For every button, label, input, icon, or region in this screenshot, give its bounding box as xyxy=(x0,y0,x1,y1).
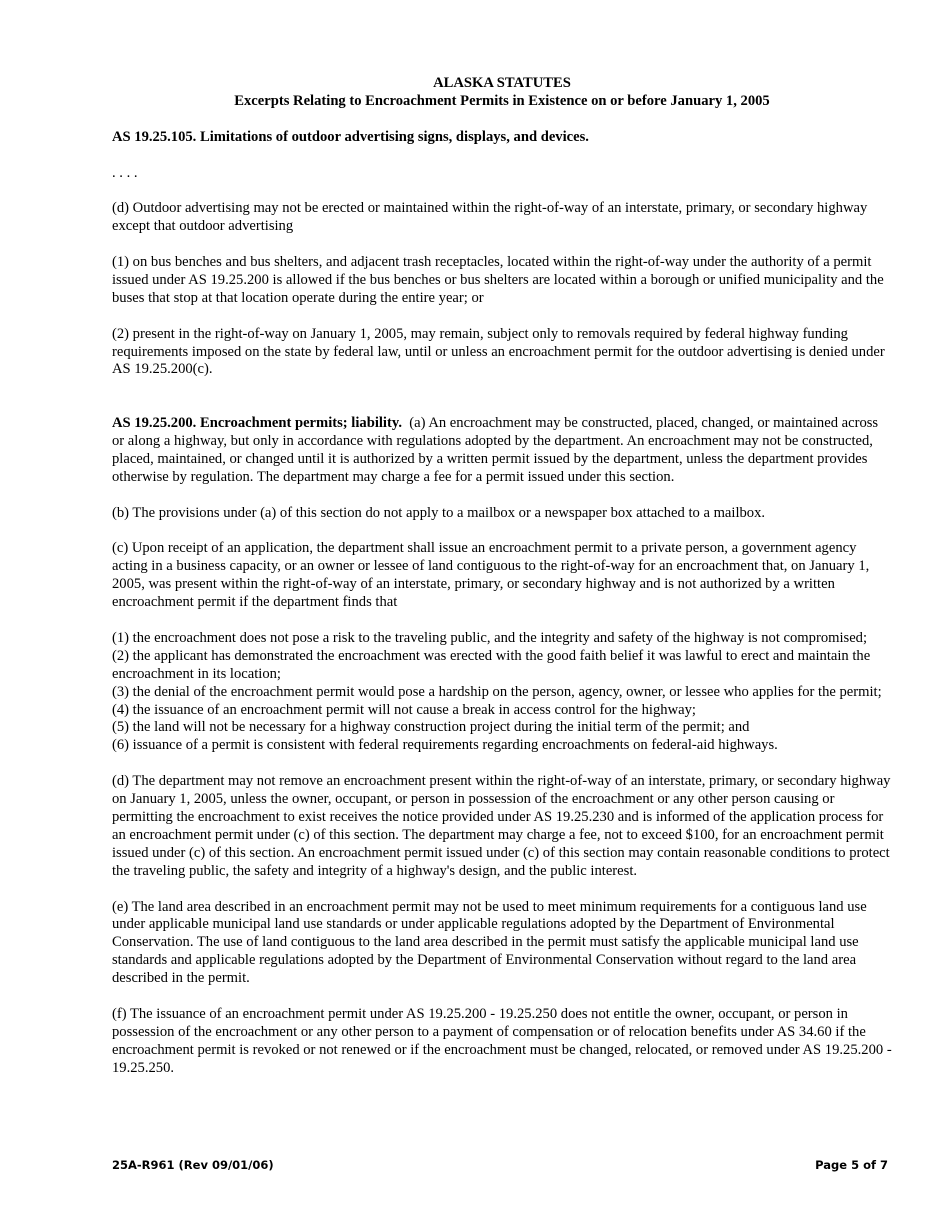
list-item: (3) the denial of the encroachment permit would pose a hardship on the person, agency, owner, or lessee who applies for the permit; xyxy=(112,683,882,700)
section-200-a-text: (a) An encroachment may be constructed, placed, changed, or maintained across or along a highway, but only in accordance with regulations adopted by the department. An encroachment may not be constructed, placed, maintained, or changed until it is authorized by a written permit issued by the department, unless the department provides otherwise by regulation. The department may charge a fee for a permit issued under this section. xyxy=(112,415,879,485)
list-item: (4) the issuance of an encroachment permit will not cause a break in access control for the highway; xyxy=(112,701,696,718)
section-105-d2: (2) present in the right-of-way on January 1, 2005, may remain, subject only to removals required by federal highway funding requirements imposed on the state by federal law, until or unless an encroachment permit for the outdoor advertising is denied under AS 19.25.200(c). xyxy=(112,325,885,378)
list-item: (6) issuance of a permit is consistent with federal requirements regarding encroachments on federal-aid highways. xyxy=(112,737,778,754)
list-item: (1) the encroachment does not pose a risk to the traveling public, and the integrity and safety of the highway is not compromised; xyxy=(112,629,868,646)
section-105-heading: AS 19.25.105. Limitations of outdoor advertising signs, displays, and devices. xyxy=(112,128,589,145)
section-200-d: (d) The department may not remove an encroachment present within the right-of-way of an interstate, primary, or secondary highway on January 1, 2005, unless the owner, occupant, or person in possession of the encroachment or any other person causing or permitting the encroachment to exist receives the notice provided under AS 19.25.230 and is informed of the application process for an encroachment permit under (c) of this section. The department may charge a fee, not to exceed $100, for an encroachment permit issued under (c) of this section. An encroachment permit issued under (c) of this section may contain reasonable conditions to protect the traveling public, the safety and integrity of a highway's design, and the public interest. xyxy=(112,773,891,879)
section-200-b: (b) The provisions under (a) of this section do not apply to a mailbox or a newspaper box attached to a mailbox. xyxy=(112,504,766,521)
section-200-a xyxy=(112,415,892,487)
document-title: ALASKA STATUTES xyxy=(433,75,571,91)
page-number: Page 5 of 7 xyxy=(815,1158,888,1172)
section-200-heading: AS 19.25.200. Encroachment permits; liability. xyxy=(112,415,402,432)
section-105-d1: (1) on bus benches and bus shelters, and adjacent trash receptacles, located within the right-of-way under the authority of a permit issued under AS 19.25.200 is allowed if the bus benches or bus shelters are located within a borough or unified municipality and the buses that stop at that location operate during the entire year; or xyxy=(112,254,884,306)
section-200-c: (c) Upon receipt of an application, the department shall issue an encroachment permit to a private person, a government agency acting in a business capacity, or an owner or lessee of land contiguous to the right-of-way for an encroachment that, on January 1, 2005, was present within the right-of-way of an interstate, primary, or secondary highway and is not authorized by a written encroachment permit if the department finds that xyxy=(112,540,870,611)
form-id: 25A-R961 (Rev 09/01/06) xyxy=(112,1158,274,1172)
ellipsis: . . . . xyxy=(112,164,138,181)
section-200-c-list xyxy=(112,630,892,755)
document-subtitle: Excerpts Relating to Encroachment Permits in Existence on or before January 1, 2005 xyxy=(234,92,770,109)
list-item: (5) the land will not be necessary for a highway construction project during the initial term of the permit; and xyxy=(112,719,750,736)
list-item: (2) the applicant has demonstrated the encroachment was erected with the good faith belief it was lawful to erect and maintain the encroachment in its location; xyxy=(112,647,871,682)
section-200-f: (f) The issuance of an encroachment permit under AS 19.25.200 - 19.25.250 does not entitle the owner, occupant, or person in possession of the encroachment or any other person to a payment of compensation or of relocation benefits under AS 34.60 if the encroachment permit is revoked or not renewed or if the encroachment must be changed, relocated, or removed under AS 19.25.200 - 19.25.250. xyxy=(112,1005,892,1076)
section-105-d: (d) Outdoor advertising may not be erected or maintained within the right-of-way of an interstate, primary, or secondary highway except that outdoor advertising xyxy=(112,200,868,235)
section-200-e: (e) The land area described in an encroachment permit may not be used to meet minimum requirements for a contiguous land use under applicable municipal land use standards or under applicable regulations adopted by the Department of Environmental Conservation. The use of land contiguous to the land area described in the permit must satisfy the applicable municipal land use standards and applicable regulations adopted by the Department of Environmental Conservation without regard to the land area described in the permit. xyxy=(112,898,867,987)
document-page xyxy=(112,75,892,1078)
